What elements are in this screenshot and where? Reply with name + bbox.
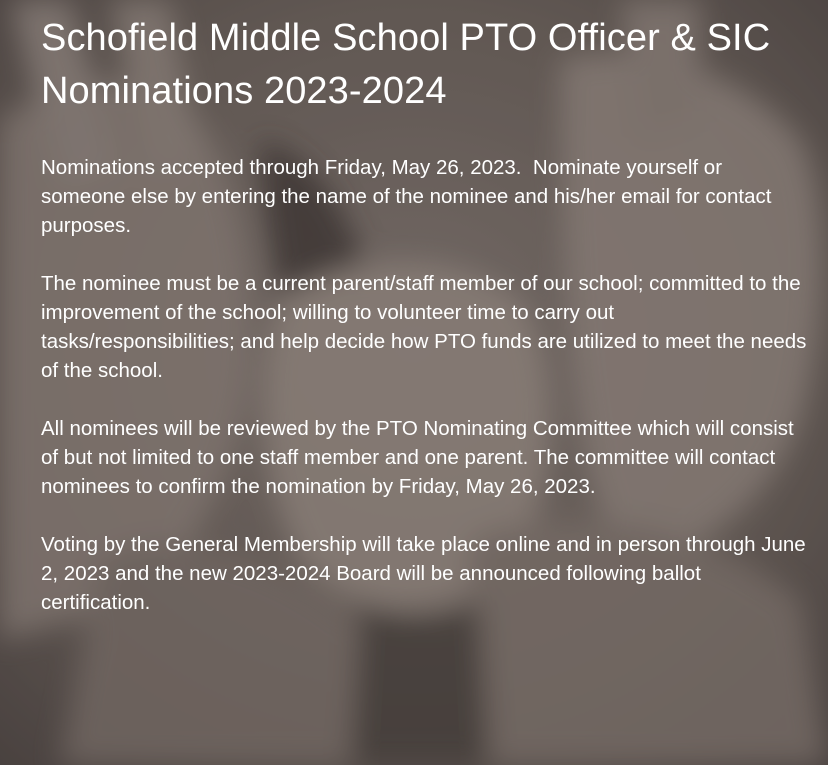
- paragraph-voting-info: Voting by the General Membership will take place online and in person through June 2, 2023 and the new 2023-2024 Board will be announced following ballot certification.: [41, 533, 812, 614]
- paragraph-nominee-requirements: The nominee must be a current parent/staff member of our school; committed to the improvement of the school; willing to volunteer time to carry out tasks/responsibilities; and help decide how PTO funds are utilized to meet the needs of the school.: [41, 272, 813, 382]
- body-text: [41, 153, 811, 617]
- paragraph-nominations-deadline: Nominations accepted through Friday, May 26, 2023. Nominate yourself or someone else by entering the name of the nominee and his/her email for contact purposes.: [41, 156, 778, 237]
- main-content: [41, 12, 811, 646]
- paragraph-review-committee: All nominees will be reviewed by the PTO Nominating Committee which will consist of but not limited to one staff member and one parent. The committee will contact nominees to confirm the nomination by Friday, May 26, 2023.: [41, 417, 800, 498]
- page-title: Schofield Middle School PTO Officer & SIC Nominations 2023-2024: [41, 17, 771, 112]
